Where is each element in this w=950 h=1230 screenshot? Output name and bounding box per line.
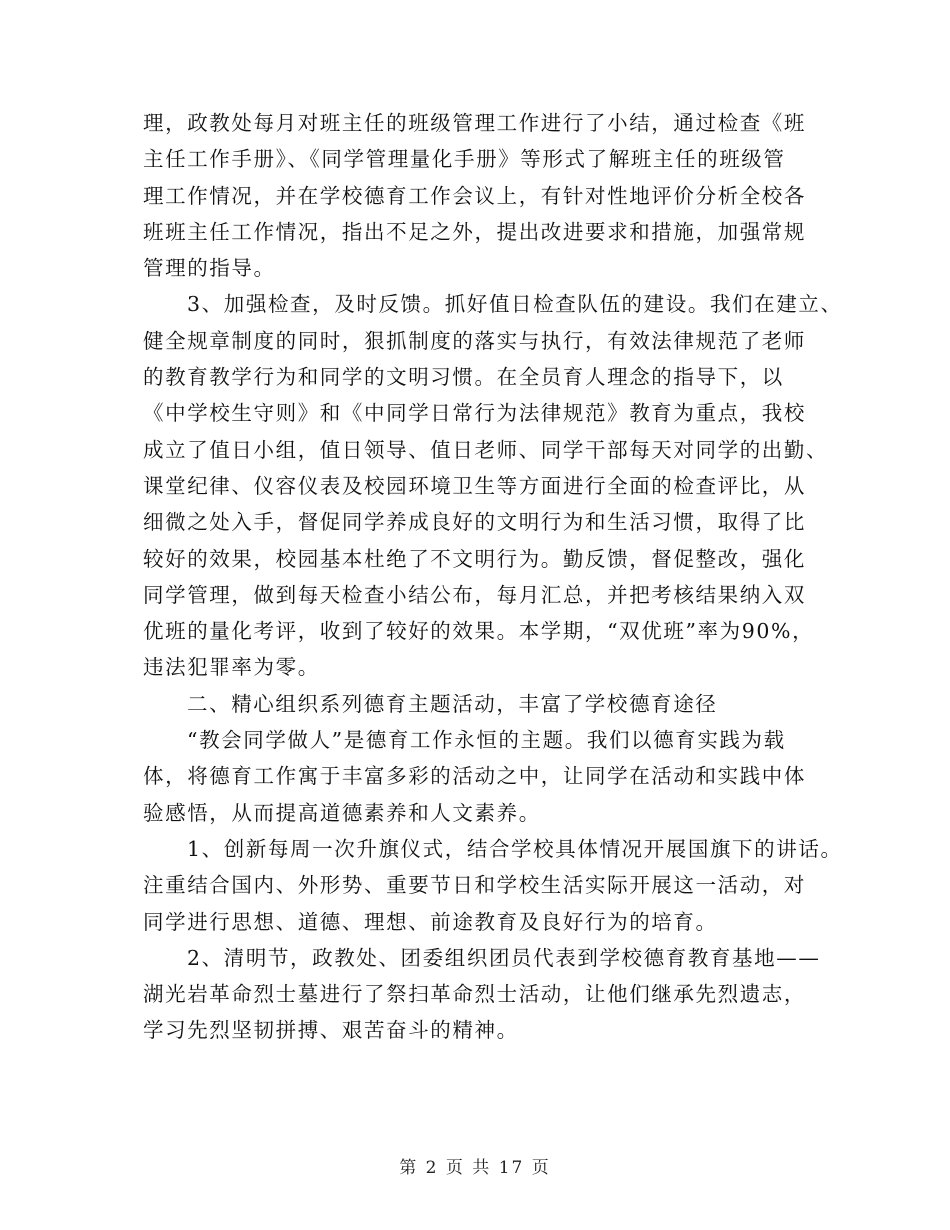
- paragraph-start-line: 2、清明节，政教处、团委组织团员代表到学校德育教育基地——: [187, 945, 821, 970]
- paragraph-start-line: 3、加强检查，及时反馈。抓好值日检查队伍的建设。我们在建立、: [187, 292, 843, 317]
- text-line: 优班的量化考评，收到了较好的效果。本学期，“双优班”率为90%，: [143, 619, 815, 644]
- text-line: 同学进行思想、道德、理想、前途教育及良好行为的培育。: [143, 909, 718, 934]
- text-line: 管理的指导。: [143, 256, 276, 281]
- text-line: 细微之处入手，督促同学养成良好的文明行为和生活习惯，取得了比: [143, 510, 806, 535]
- text-line: 主任工作手册》、《同学管理量化手册》等形式了解班主任的班级管: [143, 147, 786, 172]
- text-line: 课堂纪律、仪容仪表及校园环境卫生等方面进行全面的检查评比，从: [143, 473, 806, 498]
- text-line: 理工作情况，并在学校德育工作会议上，有针对性地评价分析全校各: [143, 183, 806, 208]
- text-line: 注重结合国内、外形势、重要节日和学校生活实际开展这一活动，对: [143, 873, 806, 898]
- text-line: 《中学校生守则》和《中同学日常行为法律规范》教育为重点，我校: [143, 401, 806, 426]
- paragraph-start-line: “教会同学做人”是德育工作永恒的主题。我们以德育实践为载: [187, 728, 786, 753]
- document-body: [143, 105, 843, 1049]
- paragraph-start-line: 1、创新每周一次升旗仪式，结合学校具体情况开展国旗下的讲话。: [187, 836, 843, 861]
- section-heading: 二、精心组织系列德育主题活动，丰富了学校德育途径: [187, 691, 718, 716]
- text-line: 湖光岩革命烈士墓进行了祭扫革命烈士活动，让他们继承先烈遗志，: [143, 982, 806, 1007]
- text-line: 的教育教学行为和同学的文明习惯。在全员育人理念的指导下，以: [143, 365, 784, 390]
- text-line: 体，将德育工作寓于丰富多彩的活动之中，让同学在活动和实践中体: [143, 764, 806, 789]
- text-line: 学习先烈坚韧拼搏、艰苦奋斗的精神。: [143, 1018, 519, 1043]
- text-line: 违法犯罪率为零。: [143, 655, 320, 680]
- page-number-footer: 第 2 页 共 17 页: [399, 1158, 551, 1178]
- text-line: 班班主任工作情况，指出不足之外，提出改进要求和措施，加强常规: [143, 219, 806, 244]
- text-line: 健全规章制度的同时，狠抓制度的落实与执行，有效法律规范了老师: [143, 328, 806, 353]
- text-line: 较好的效果，校园基本杜绝了不文明行为。勤反馈，督促整改，强化: [143, 546, 806, 571]
- text-line: 理，政教处每月对班主任的班级管理工作进行了小结，通过检查《班: [143, 111, 806, 135]
- text-line: 成立了值日小组，值日领导、值日老师、同学干部每天对同学的出勤、: [143, 437, 829, 462]
- text-line: 验感悟，从而提高道德素养和人文素养。: [143, 800, 541, 825]
- text-line: 同学管理，做到每天检查小结公布，每月汇总，并把考核结果纳入双: [143, 582, 806, 607]
